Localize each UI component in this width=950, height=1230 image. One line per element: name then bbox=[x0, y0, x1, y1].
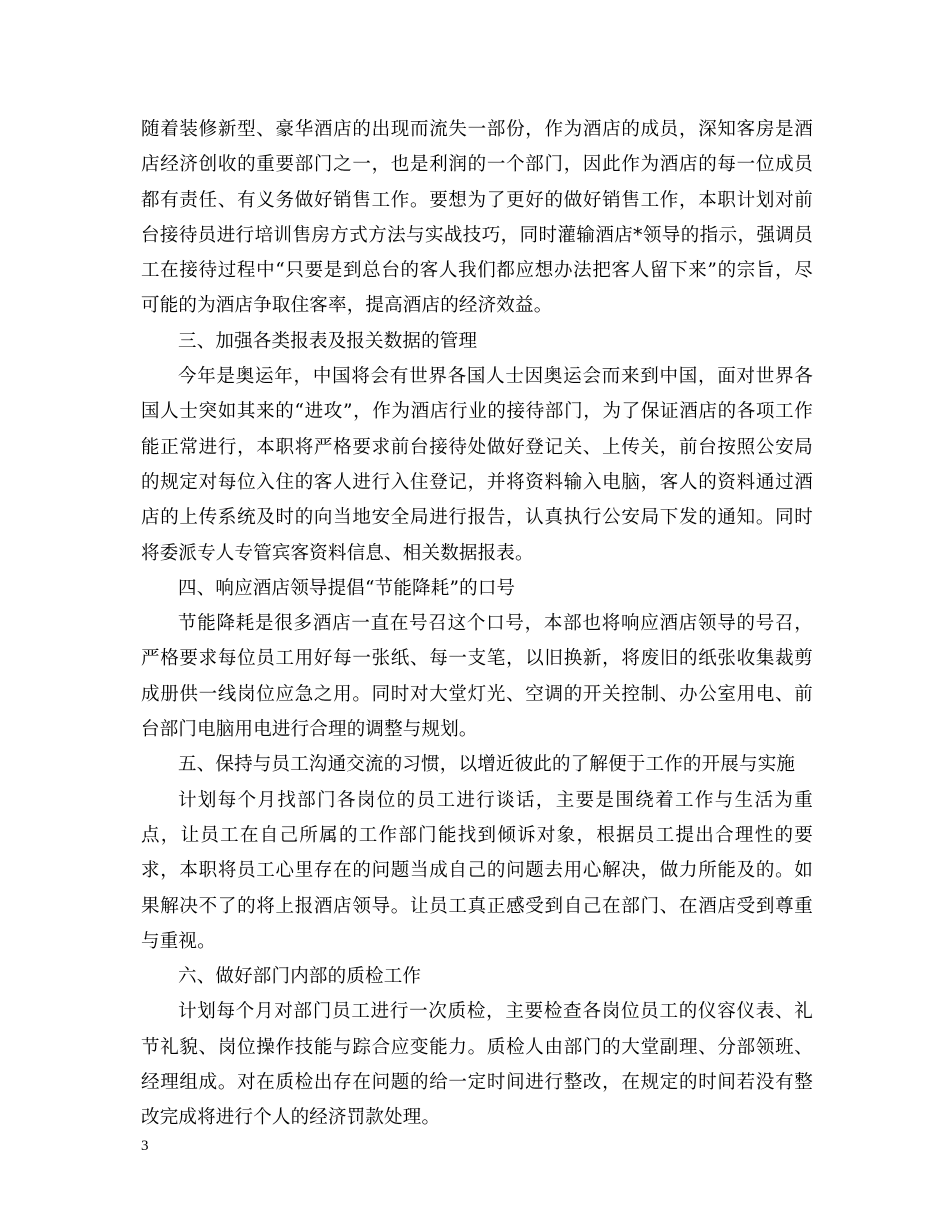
paragraph-section-5: 计划每个月找部门各岗位的员工进行谈话，主要是围绕着工作与生活为重点，让员工在自己所属的工作部门能找到倾诉对象，根据员工提出合理性的要求，本职将员工心里存在的问题当成自己的问题去用心解决，做力所能及的。如果解决不了的将上报酒店领导。让员工真正感受到自己在部门、在酒店受到尊重与重视。 bbox=[141, 789, 813, 952]
paragraph-section-4: 节能降耗是很多酒店一直在号召这个口号，本部也将响应酒店领导的号召，严格要求每位员工用好每一张纸、每一支笔，以旧换新，将废旧的纸张收集裁剪成册供一线岗位应急之用。同时对大堂灯光、空调的开关控制、办公室用电、前台部门电脑用电进行合理的调整与规划。 bbox=[141, 613, 813, 741]
section-heading-4: 四、响应酒店领导提倡“节能降耗”的口号 bbox=[178, 577, 516, 599]
paragraph-section-6: 计划每个月对部门员工进行一次质检，主要检查各岗位员工的仪容仪表、礼节礼貌、岗位操作技能与踪合应变能力。质检人由部门的大堂副理、分部领班、经理组成。对在质检出存在问题的给一定时间进行整改，在规定的时间若没有整改完成将进行个人的经济罚款处理。 bbox=[141, 1001, 813, 1129]
section-heading-5: 五、保持与员工沟通交流的习惯，以增近彼此的了解便于工作的开展与实施 bbox=[178, 754, 796, 776]
section-heading-6: 六、做好部门内部的质检工作 bbox=[178, 966, 422, 988]
paragraph-section-3: 今年是奥运年，中国将会有世界各国人士因奥运会而来到中国，面对世界各国人士突如其来的“进攻”，作为酒店行业的接待部门，为了保证酒店的各项工作能正常进行，本职将严格要求前台接待处做好登记关、上传关，前台按照公安局的规定对每位入住的客人进行入住登记，并将资料输入电脑，客人的资料通过酒店的上传系统及时的向当地安全局进行报告，认真执行公安局下发的通知。同时将委派专人专管宾客资料信息、相关数据报表。 bbox=[141, 366, 813, 564]
document-body bbox=[141, 112, 813, 1136]
paragraph-continuation: 随着装修新型、豪华酒店的出现而流失一部份，作为酒店的成员，深知客房是酒店经济创收的重要部门之一，也是利润的一个部门，因此作为酒店的每一位成员都有责任、有义务做好销售工作。要想为了更好的做好销售工作，本职计划对前台接待员进行培训售房方式方法与实战技巧，同时灌输酒店*领导的指示，强调员工在接待过程中“只要是到总台的客人我们都应想办法把客人留下来”的宗旨，尽可能的为酒店争取住客率，提高酒店的经济效益。 bbox=[141, 119, 813, 317]
page-number: 3 bbox=[141, 1138, 149, 1154]
section-heading-3: 三、加强各类报表及报关数据的管理 bbox=[178, 330, 478, 352]
